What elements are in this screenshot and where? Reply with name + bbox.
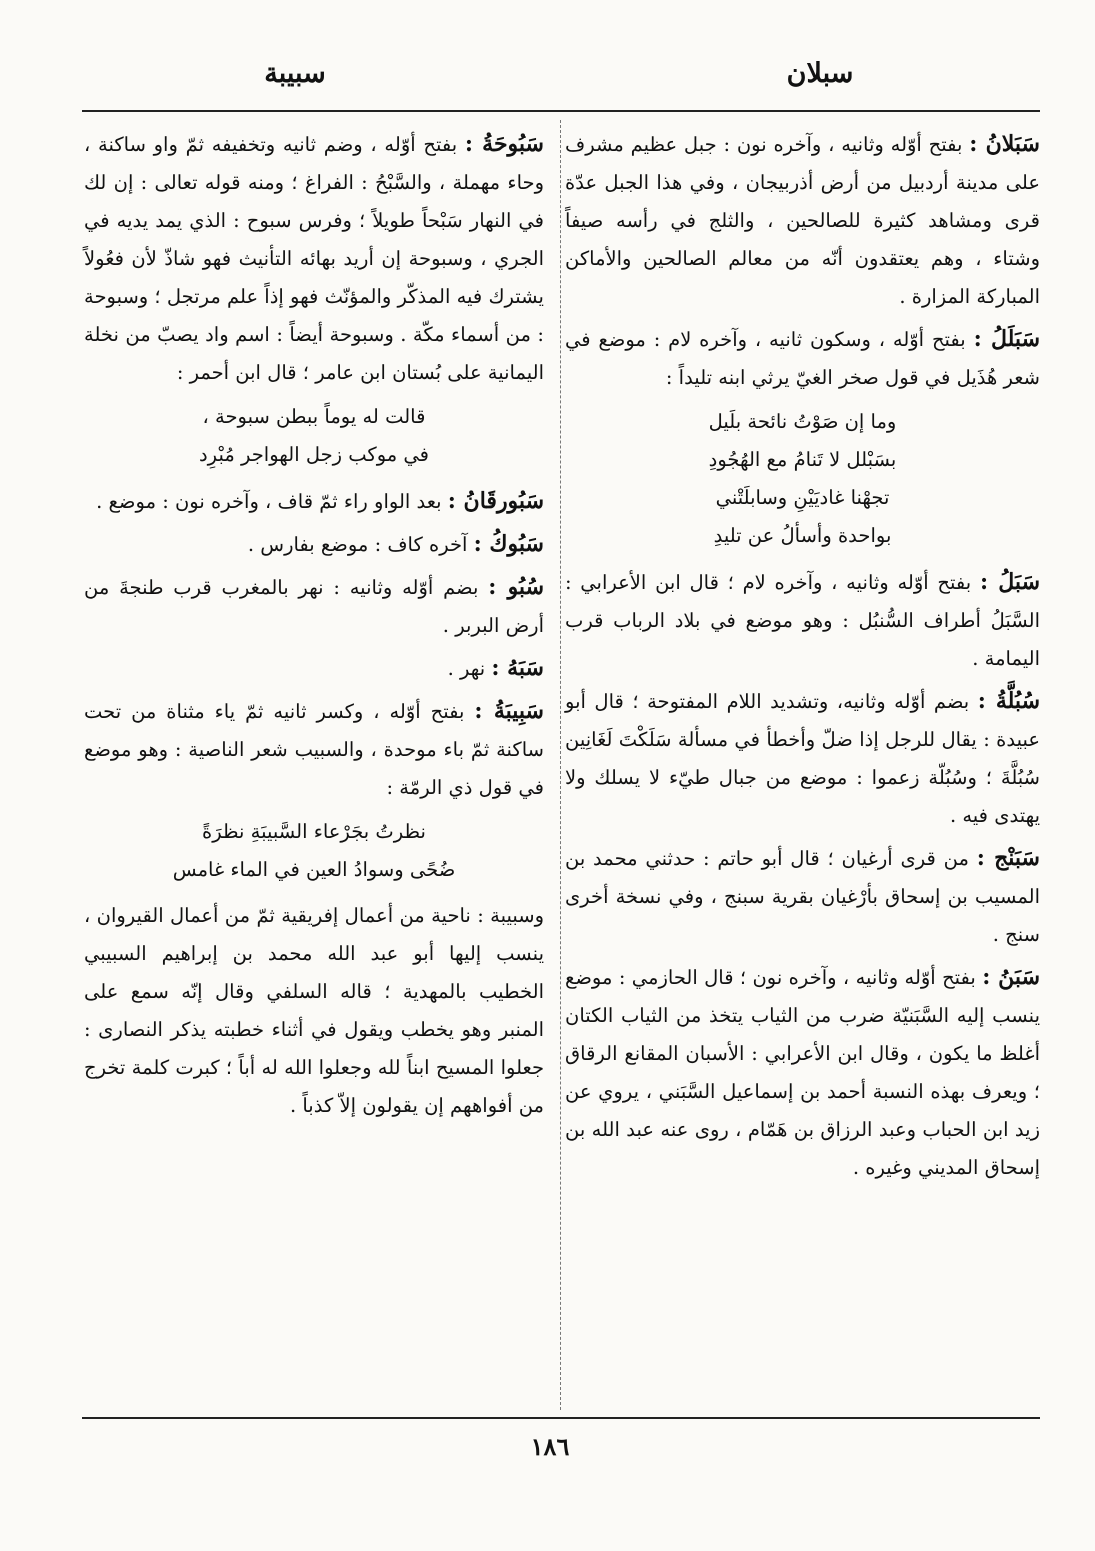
entry-sablal (565, 320, 1040, 397)
headword: سَبُوكُ : (473, 531, 544, 557)
entry-text: بفتح أوّله ، وكسر ثانيه ثمّ ياء مثناة من تحت ساكنة ثمّ باء موحدة ، والسبيب شعر الناصية : وهو موضع في قول ذي الرمّة : (84, 700, 544, 799)
entry-text: بفتح أوّله وثانيه ، وآخره نون ؛ قال الحازمي : موضع ينسب إليه السَّبَنيّة ضرب من الثياب يتخذ من الثياب الكتان أغلظ ما يكون ، وقال ابن الأعرابي : الأسبان المقانع الرقاق ؛ ويعرف بهذه النسبة أحمد بن إسماعيل السَّبَني ، يروي عن زيد ابن الحباب وعبد الرزاق بن هَمّام ، روى عنه عبد الله بن إسحاق المديني وغيره . (565, 966, 1040, 1179)
entry-subu (84, 568, 544, 645)
entry-text: بفتح أوّله وثانيه ، وآخره نون : جبل عظيم مشرف على مدينة أردبيل من أرض أذربيجان ، وفي هذا الجبل عدّة قرى ومشاهد كثيرة للصالحين ، والثلج في رأسه صيفاً وشتاء ، وهم يعتقدون أنّه من معالم الصالحين والأماكن المباركة المزارة . (565, 133, 1040, 308)
verse-line: ضُحًى وسوادُ العين في الماء غامس (172, 858, 456, 881)
entry-sabiba (84, 692, 544, 807)
left-column (84, 125, 544, 1129)
entry-sabourqan (84, 482, 544, 521)
headword: سَبَنْج : (976, 845, 1040, 871)
verse-line: وما إن صَوْتُ نائحة بلَيل (708, 410, 897, 433)
headword: سَبَلُ : (979, 569, 1041, 595)
header-left-title: سبيبة (264, 58, 326, 89)
verse-line: بسَبْلل لا تَنامُ مع الهُجُودِ (708, 448, 897, 471)
right-column (565, 125, 1040, 1191)
headword: سَبُوحَةُ : (464, 131, 544, 157)
entry-sabah (84, 649, 544, 688)
verse-line: في موكب زجل الهواجر مُبْرِد (199, 443, 429, 466)
header-right-title: سبلان (786, 58, 854, 89)
top-rule (82, 110, 1040, 112)
entry-text: من قرى أرغيان ؛ قال أبو حاتم : حدثني محمد بن المسيب بن إسحاق بأرْغيان بقرية سبنج ، وفي نسخة أخرى سنج . (565, 847, 1040, 946)
entry-sabalan (565, 125, 1040, 316)
verse-line: نظرتُ بجَرْعاء السَّبيبَةِ نظرَةً (202, 820, 426, 843)
entry-sabanj (565, 839, 1040, 954)
page-number: ١٨٦ (530, 1432, 570, 1461)
entry-text: بفتح أوّله وثانيه ، وآخره لام ؛ قال ابن الأعرابي : السَّبَلُ أطراف السُّنبُل : وهو موضع في بلاد الرباب قرب اليمامة . (565, 571, 1040, 670)
headword: سُبُو : (488, 574, 545, 600)
entry-text: بفتح أوّله ، وضم ثانيه وتخفيفه ثمّ واو ساكنة ، وحاء مهملة ، والسَّبْحُ : الفراغ ؛ ومنه قوله تعالى : إن لك في النهار سَبْحاً طويلاً ؛ وفرس سبوح : الذي يمد يديه في الجري ، وسبوحة إن أريد بهائه التأنيث فهو شاذّ لأن فعُولاً يشترك فيه المذكّر والمؤنّث فهو إذاً علم مرتجل ؛ وسبوحة : من أسماء مكّة . وسبوحة أيضاً : اسم واد يصبّ من نخلة اليمانية على بُستان ابن عامر ؛ قال ابن أحمر : (84, 133, 544, 384)
entry-text: آخره كاف : موضع بفارس . (247, 533, 468, 556)
entry-sabouk (84, 525, 544, 564)
entry-subulla (565, 682, 1040, 835)
headword: سَبَهُ : (491, 655, 544, 681)
verse (565, 403, 1040, 555)
column-separator (560, 120, 561, 1410)
entry-saban (565, 958, 1040, 1187)
verse-line: بواحدة وأسألُ عن تليدِ (713, 524, 892, 547)
verse (84, 813, 544, 889)
headword: سُبُلَّةُ : (977, 688, 1040, 714)
verse-line: تجهْنا غاديَيْنِ وسابلَتْني (715, 486, 890, 509)
entry-text: نهر . (447, 657, 486, 680)
entry-sabal (565, 563, 1040, 678)
headword: سَبُورقَانُ : (447, 488, 544, 514)
headword: سَبَلَلُ : (973, 326, 1041, 352)
headword: سَبَنُ : (982, 964, 1041, 990)
entry-text: بضم أوّله وثانيه : نهر بالمغرب قرب طنجةَ من أرض البربر . (84, 576, 544, 637)
verse (84, 398, 544, 474)
verse-line: قالت له يوماً ببطن سبوحة ، (202, 405, 426, 428)
bottom-rule (82, 1417, 1040, 1419)
entry-text: بفتح أوّله ، وسكون ثانيه ، وآخره لام : موضع في شعر هُذَيل في قول صخر الغيّ يرثي ابنه تليداً : (565, 328, 1040, 389)
continuation-paragraph: وسبيبة : ناحية من أعمال إفريقية ثمّ من أعمال القيروان ، ينسب إليها أبو عبد الله محمد بن إبراهيم السبيبي الخطيب بالمهدية ؛ قاله السلفي وقال إنّه سمع على المنبر وهو يخطب ويقول في أثناء خطبته يذكر النصارى : جعلوا المسيح ابناً لله وجعلوا الله له أباً ؛ كبرت كلمة تخرج من أفواههم إن يقولون إلاّ كذباً . (84, 904, 544, 1117)
headword: سَبِيبَةُ : (474, 698, 544, 724)
headword: سَبَلانُ : (969, 131, 1040, 157)
entry-sabuha (84, 125, 544, 392)
entry-text: بعد الواو راء ثمّ قاف ، وآخره نون : موضع . (96, 490, 442, 513)
entry-text: بضم أوّله وثانيه، وتشديد اللام المفتوحة ؛ قال أبو عبيدة : يقال للرجل إذا ضلّ وأخطأ في مسألة سَلَكْتَ لَغَانِين سُبُلَّةَ ؛ وسُبُلّة زعموا : موضع من جبال طيّء لا يسلك ولا يهتدى فيه . (565, 690, 1040, 827)
